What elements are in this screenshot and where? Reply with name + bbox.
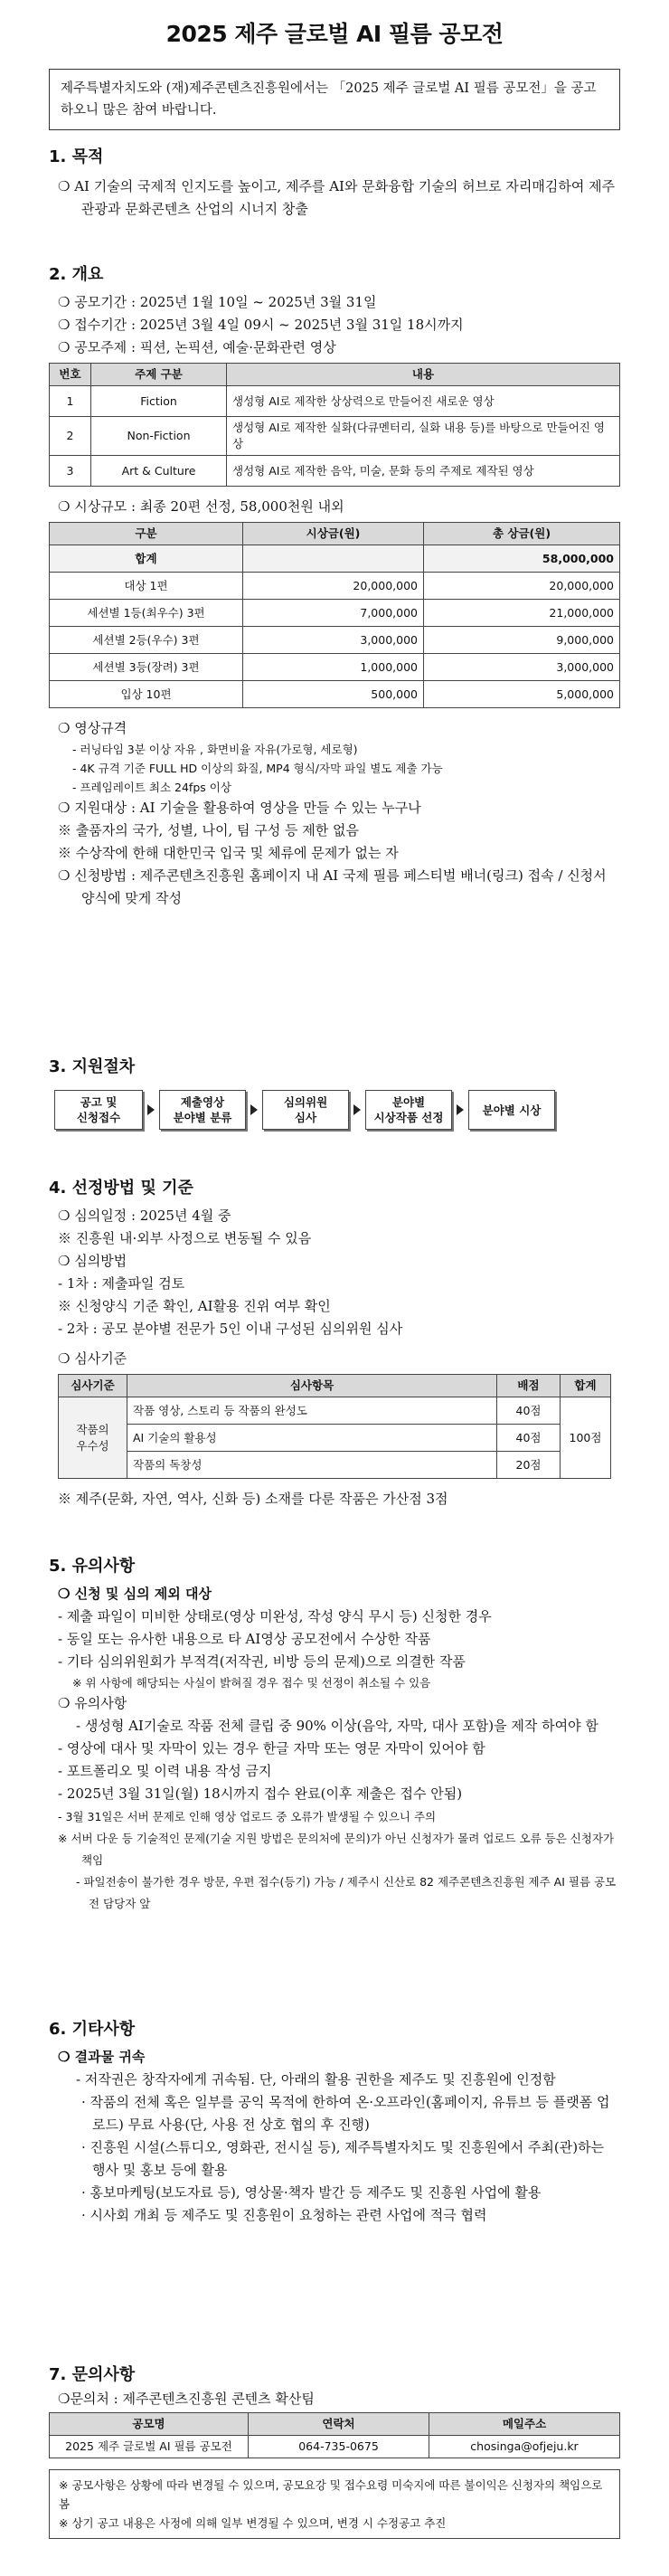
table-row	[59, 1452, 611, 1479]
table-cell: 9,000,000	[424, 627, 620, 654]
spec-item: - 프레임레이트 최소 24fps 이상	[72, 781, 231, 794]
section-contact	[49, 2363, 620, 2539]
table-cell: 생성형 AI로 제작한 음악, 미술, 문화 등의 주제로 제작된 영상	[227, 456, 620, 487]
notice-box	[49, 2469, 620, 2539]
note-line: ※ 진흥원 내·외부 사정으로 변동될 수 있음	[58, 1230, 312, 1246]
section-heading: 3. 지원절차	[49, 1057, 136, 1076]
table-cell: 3,000,000	[424, 654, 620, 681]
section-misc	[49, 2017, 620, 2227]
table-cell: 500,000	[243, 681, 424, 708]
spec-item: - 4K 규격 기준 FULL HD 이상의 화질, MP4 형식/자막 파일 별도 제출 가능	[72, 762, 443, 775]
section-heading: 2. 개요	[49, 265, 104, 284]
method-line: - 2차 : 공모 분야별 전문가 5인 이내 구성된 심의위원 심사	[58, 1321, 403, 1337]
table-cell: 1,000,000	[243, 654, 424, 681]
caution-item: - 영상에 대사 및 자막이 있는 경우 한글 자막 또는 영문 자막이 있어야 함	[58, 1740, 485, 1757]
section-heading: 1. 목적	[49, 147, 104, 166]
caution-item: - 2025년 3월 31일(월) 18시까지 접수 완료(이후 제출은 접수 안됨)	[58, 1785, 463, 1802]
procedure-step: 공고 및 신청접수	[54, 1090, 143, 1130]
exclude-heading: ❍ 신청 및 심의 제외 대상	[58, 1586, 212, 1602]
section-heading: 7. 문의사항	[49, 2365, 136, 2384]
table-row	[50, 2436, 620, 2458]
result-heading: ❍ 결과물 귀속	[58, 2049, 146, 2065]
table-row	[59, 1425, 611, 1452]
section-purpose	[49, 145, 620, 221]
note-line: ※ 신청양식 기준 확인, AI활용 진위 여부 확인	[58, 1298, 331, 1314]
caution-item: - 파일전송이 불가한 경우 방문, 우편 접수(등기) 가능 / 제주시 신산로 82 제주콘텐츠진흥원 제주 AI 필름 공모전 담당자 앞	[76, 1875, 617, 1910]
table-cell: 3,000,000	[243, 627, 424, 654]
table-cell: 20,000,000	[243, 573, 424, 600]
caution-item: - 포트폴리오 및 이력 내용 작성 금지	[58, 1763, 272, 1779]
table-row	[50, 654, 620, 681]
bonus-note: ※ 제주(문화, 자연, 역사, 신화 등) 소재를 다룬 작품은 가산점 3점	[58, 1491, 448, 1507]
page-title: 2025 제주 글로벌 AI 필름 공모전	[165, 21, 504, 47]
overview-line: ❍ 공모기간 : 2025년 1월 10일 ~ 2025년 3월 31일	[58, 294, 377, 310]
table-cell: Fiction	[91, 386, 227, 417]
table-cell: 1	[50, 386, 91, 417]
table-header: 연락처	[249, 2413, 429, 2436]
prize-table	[49, 522, 620, 708]
table-cell: 064-735-0675	[249, 2436, 429, 2458]
exclude-item: - 제출 파일이 미비한 상태로(영상 미완성, 작성 양식 무시 등) 신청한 경우	[58, 1608, 492, 1624]
table-cell: 세션별 2등(우수) 3편	[50, 627, 243, 654]
table-cell: 대상 1편	[50, 573, 243, 600]
exclude-item: - 동일 또는 유사한 내용으로 타 AI영상 공모전에서 수상한 작품	[58, 1631, 431, 1647]
procedure-flow	[49, 1085, 620, 1134]
table-header: 메일주소	[429, 2413, 620, 2436]
table-cell: 생성형 AI로 제작한 상상력으로 만들어진 새로운 영상	[227, 386, 620, 417]
prize-scale: ❍ 시상규모 : 최종 20편 선정, 58,000천원 내외	[58, 498, 344, 515]
caution-item: - 3월 31일은 서버 문제로 인해 영상 업로드 중 오류가 발생될 수 있으니 주의	[58, 1810, 437, 1823]
table-cell: 세션별 1등(최우수) 3편	[50, 600, 243, 627]
method-heading: ❍ 심의방법	[58, 1253, 127, 1269]
exclude-item: - 기타 심의위원회가 부적격(저작권, 비방 등의 문제)으로 의결한 작품	[58, 1653, 466, 1670]
table-cell: 100점	[561, 1397, 611, 1479]
table-cell: 2	[50, 417, 91, 456]
table-row	[59, 1397, 611, 1425]
procedure-step: 분야별 시상작품 선정	[365, 1090, 452, 1130]
table-cell: 7,000,000	[243, 600, 424, 627]
note-line: ※ 출품자의 국가, 성별, 나이, 팀 구성 등 제한 없음	[58, 822, 360, 838]
table-cell: 입상 10편	[50, 681, 243, 708]
note-line: ※ 서버 다운 등 기술적인 문제(기술 지원 방법은 문의처에 문의)가 아닌 신청자가 몰려 업로드 오류 등은 신청자가 책임	[58, 1832, 615, 1867]
table-cell: 5,000,000	[424, 681, 620, 708]
section-heading: 6. 기타사항	[49, 2020, 136, 2039]
table-row	[50, 417, 620, 456]
intro-box: 제주특별자치도와 (재)제주콘텐츠진흥원에서는 「2025 제주 글로벌 AI 필름 공모전」을 공고하오니 많은 참여 바랍니다.	[49, 69, 620, 130]
contact-email: chosinga@ofjeju.kr	[429, 2436, 620, 2458]
use-item: · 작품의 전체 혹은 일부를 공익 목적에 한하여 온·오프라인(홈페이지, 유튜브 등 플랫폼 업로드) 무료 사용(단, 사용 전 상호 협의 후 진행)	[81, 2094, 610, 2133]
procedure-step: 심의위원 심사	[262, 1090, 349, 1130]
table-header: 구분	[50, 523, 243, 545]
table-cell: 58,000,000	[424, 545, 620, 573]
table-header: 심사기준	[59, 1375, 127, 1397]
target-line: ❍ 지원대상 : AI 기술을 활용하여 영상을 만들 수 있는 누구나	[58, 800, 421, 816]
method-line: - 1차 : 제출파일 검토	[58, 1275, 185, 1292]
table-cell: Non-Fiction	[91, 417, 227, 456]
table-header: 시상금(원)	[243, 523, 424, 545]
use-item: · 홍보마케팅(보도자료 등), 영상물·책자 발간 등 제주도 및 진흥원 사업에 활용	[81, 2184, 542, 2201]
table-cell: 21,000,000	[424, 600, 620, 627]
review-date: ❍ 심의일정 : 2025년 4월 중	[58, 1208, 231, 1224]
procedure-step: 제출영상 분야별 분류	[159, 1090, 246, 1130]
arrow-right-icon	[457, 1104, 464, 1115]
table-cell: 2025 제주 글로벌 AI 필름 공모전	[50, 2436, 249, 2458]
note-line: ※ 상기 공고 내용은 사정에 의해 일부 변경될 수 있으며, 변경 시 수정공고 추진	[59, 2516, 447, 2530]
caution-heading: ❍ 유의사항	[58, 1695, 127, 1711]
purpose-text: ❍ AI 기술의 국제적 인지도를 높이고, 제주를 AI와 문화융합 기술의 허브로 자리매김하여 제주관광과 문화콘텐츠 산업의 시너지 창출	[58, 178, 616, 217]
spec-heading: ❍ 영상규격	[58, 720, 127, 736]
section-selection	[49, 1176, 620, 1511]
table-cell: 작품의 우수성	[59, 1397, 127, 1479]
table-cell: 20,000,000	[424, 573, 620, 600]
table-header: 합계	[561, 1375, 611, 1397]
table-cell: 작품 영상, 스토리 등 작품의 완성도	[127, 1397, 497, 1425]
table-cell: 작품의 독창성	[127, 1452, 497, 1479]
use-item: · 진흥원 시설(스튜디오, 영화관, 전시실 등), 제주특별자치도 및 진흥원에서 주최(관)하는 행사 및 홍보 등에 활용	[81, 2139, 605, 2178]
theme-table	[49, 363, 620, 487]
table-row	[50, 600, 620, 627]
table-row	[50, 573, 620, 600]
table-header: 주제 구분	[91, 364, 227, 386]
table-header: 공모명	[50, 2413, 249, 2436]
table-cell: 3	[50, 456, 91, 487]
caution-item: - 생성형 AI기술로 작품 전체 클립 중 90% 이상(음악, 자막, 대사 포함)을 제작 하여야 함	[76, 1718, 598, 1734]
table-row	[50, 386, 620, 417]
criteria-table	[58, 1374, 611, 1479]
table-cell: Art & Culture	[91, 456, 227, 487]
section-heading: 4. 선정방법 및 기준	[49, 1179, 193, 1198]
table-header: 심사항목	[127, 1375, 497, 1397]
procedure-step: 분야별 시상	[468, 1090, 555, 1130]
section-procedure	[49, 1055, 620, 1134]
arrow-right-icon	[250, 1104, 258, 1115]
table-cell: 20점	[497, 1452, 561, 1479]
table-cell: AI 기술의 활용성	[127, 1425, 497, 1452]
note-line: ※ 공모사항은 상황에 따라 변경될 수 있으며, 공모요강 및 접수요령 미숙지에 따른 불이익은 신청자의 책임으로 봄	[59, 2478, 603, 2511]
overview-line: ❍ 접수기간 : 2025년 3월 4일 09시 ~ 2025년 3월 31일 18시까지	[58, 317, 464, 333]
use-item: · 시사회 개최 등 제주도 및 진흥원이 요청하는 관련 사업에 적극 협력	[81, 2207, 487, 2223]
contact-table	[49, 2412, 620, 2458]
note-line: ※ 위 사항에 해당되는 사실이 밝혀질 경우 접수 및 선정이 취소될 수 있음	[72, 1676, 431, 1690]
table-row	[50, 545, 620, 573]
table-header: 내용	[227, 364, 620, 386]
table-cell: 세션별 3등(장려) 3편	[50, 654, 243, 681]
table-row	[50, 627, 620, 654]
table-row	[50, 681, 620, 708]
table-cell	[243, 545, 424, 573]
table-cell: 합계	[50, 545, 243, 573]
table-cell: 40점	[497, 1425, 561, 1452]
table-cell: 생성형 AI로 제작한 실화(다큐멘터리, 실화 내용 등)를 바탕으로 만들어진 영상	[227, 417, 620, 456]
section-caution	[49, 1554, 620, 1915]
overview-line: ❍ 공모주제 : 픽션, 논픽션, 예술·문화관련 영상	[58, 339, 336, 355]
result-body: - 저작권은 창작자에게 귀속됨. 단, 아래의 활용 권한을 제주도 및 진흥원에 인정함	[76, 2071, 556, 2088]
table-header: 번호	[50, 364, 91, 386]
apply-method: ❍ 신청방법 : 제주콘텐츠진흥원 홈페이지 내 AI 국제 필름 페스티벌 배너(링크) 접속 / 신청서 양식에 맞게 작성	[58, 867, 607, 906]
table-header: 총 상금(원)	[424, 523, 620, 545]
arrow-right-icon	[147, 1104, 155, 1115]
table-header: 배점	[497, 1375, 561, 1397]
contact-line: ❍문의처 : 제주콘텐츠진흥원 콘텐츠 확산팀	[58, 2391, 315, 2407]
spec-item: - 러닝타임 3분 이상 자유 , 화면비율 자유(가로형, 세로형)	[72, 743, 358, 756]
table-row	[50, 456, 620, 487]
note-line: ※ 수상작에 한해 대한민국 입국 및 체류에 문제가 없는 자	[58, 845, 399, 861]
section-heading: 5. 유의사항	[49, 1557, 136, 1576]
arrow-right-icon	[353, 1104, 361, 1115]
table-cell: 40점	[497, 1397, 561, 1425]
section-overview	[49, 262, 620, 910]
criteria-heading: ❍ 심사기준	[58, 1350, 127, 1367]
